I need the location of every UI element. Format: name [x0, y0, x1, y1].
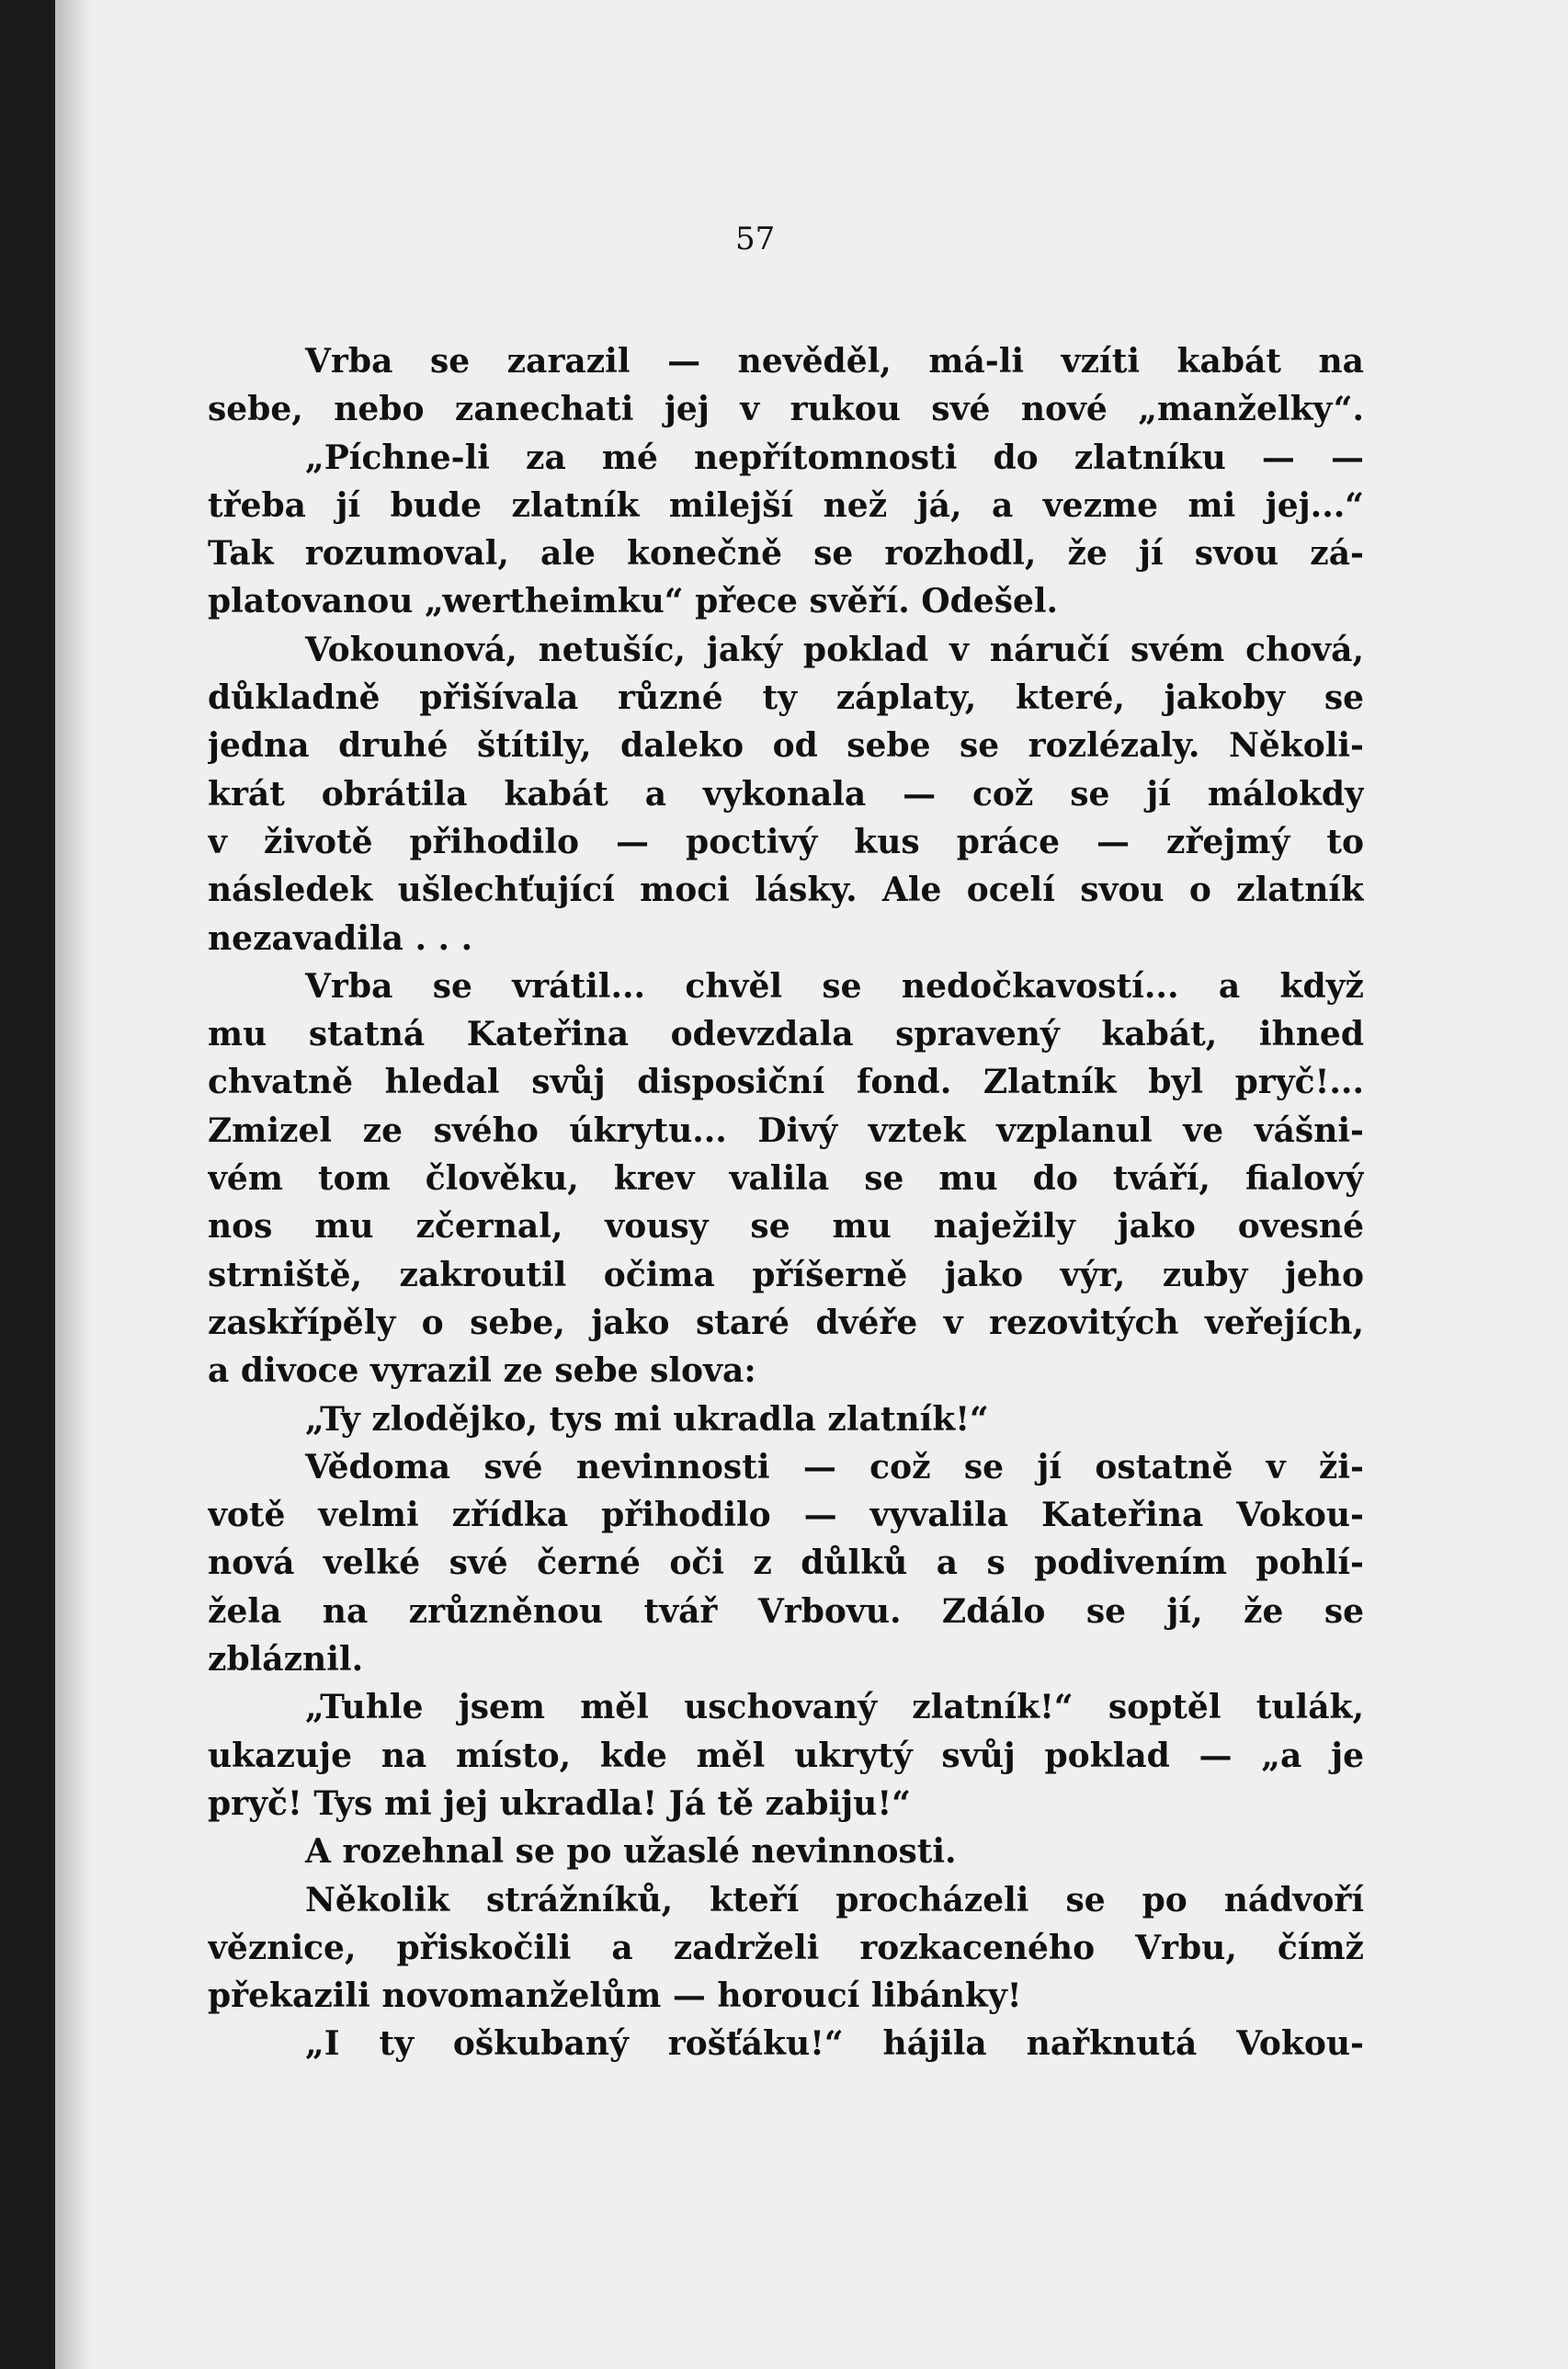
text-line: pryč! Tys mi jej ukradla! Já tě zabiju!“	[208, 1783, 911, 1823]
text-line: Tak rozumoval, ale konečně se rozhodl, že jí svou zá-	[208, 534, 1364, 574]
text-line: ukazuje na místo, kde měl ukrytý svůj poklad — „a je	[208, 1736, 1364, 1775]
text-line: překazili novomanželům — horoucí libánky!	[208, 1976, 1022, 2016]
text-line: votě velmi zřídka přihodilo — vyvalila Kateřina Vokou-	[208, 1496, 1364, 1535]
text-line: sebe, nebo zanechati jej v rukou své nové „manželky“.	[208, 390, 1364, 429]
text-line: věznice, přiskočili a zadrželi rozkaceného Vrbu, čímž	[208, 1928, 1364, 1967]
text-line: Několik strážníků, kteří procházeli se po nádvoří	[305, 1880, 1364, 1919]
text-line: zaskřípěly o sebe, jako staré dvéře v rezovitých veřejích,	[208, 1303, 1364, 1342]
text-line: Vrba se zarazil — nevěděl, má-li vzíti kabát na	[305, 342, 1364, 381]
text-line: nová velké své černé oči z důlků a s podivením pohlí-	[208, 1543, 1364, 1583]
text-line: „Tuhle jsem měl uschovaný zlatník!“ soptěl tulák,	[305, 1688, 1364, 1727]
text-line: strniště, zakroutil očima příšerně jako výr, zuby jeho	[208, 1255, 1364, 1294]
text-line: „I ty oškubaný rošťáku!“ hájila nařknutá Vokou-	[305, 2024, 1364, 2064]
text-line: Vrba se vrátil... chvěl se nedočkavostí... a když	[305, 966, 1364, 1006]
text-line: Zmizel ze svého úkrytu... Divý vztek vzplanul ve vášni-	[208, 1110, 1364, 1150]
text-line: jedna druhé štítily, daleko od sebe se rozlézaly. Několi-	[208, 726, 1364, 766]
gutter-shadow	[55, 0, 92, 2369]
text-line: Vokounová, netušíc, jaký poklad v náručí svém chová,	[305, 630, 1364, 669]
text-line: důkladně přišívala různé ty záplaty, které, jakoby se	[208, 678, 1364, 718]
text-line: vém tom člověku, krev valila se mu do tváří, fialový	[208, 1159, 1364, 1199]
text-line: žela na zrůzněnou tvář Vrbovu. Zdálo se jí, že se	[208, 1591, 1364, 1631]
text-line: a divoce vyrazil ze sebe slova:	[208, 1351, 756, 1391]
text-line: chvatně hledal svůj disposiční fond. Zlatník byl pryč!...	[208, 1063, 1364, 1102]
text-line: zbláznil.	[208, 1640, 364, 1680]
text-line: krát obrátila kabát a vykonala — což se jí málokdy	[208, 774, 1364, 814]
text-line: následek ušlechťující moci lásky. Ale ocelí svou o zlatník	[208, 871, 1364, 910]
book-page	[55, 0, 1568, 2369]
text-line: v životě přihodilo — poctivý kus práce — zřejmý to	[208, 822, 1364, 861]
text-line: mu statná Kateřina odevzdala spravený kabát, ihned	[208, 1015, 1364, 1054]
text-line: A rozehnal se po užaslé nevinnosti.	[305, 1832, 957, 1872]
text-line: třeba jí bude zlatník milejší než já, a vezme mi jej...“	[208, 485, 1364, 525]
body-text	[208, 337, 1364, 2068]
text-line: nos mu zčernal, vousy se mu naježily jako ovesné	[208, 1207, 1364, 1247]
text-line: platovanou „wertheimku“ přece svěří. Odešel.	[208, 582, 1059, 621]
page-number: 57	[735, 221, 776, 257]
text-line: „Ty zlodějko, tys mi ukradla zlatník!“	[305, 1399, 989, 1439]
text-line: „Píchne-li za mé nepřítomnosti do zlatníku — —	[305, 438, 1364, 477]
text-line: Vědoma své nevinnosti — což se jí ostatně v ži-	[305, 1447, 1364, 1486]
text-line: nezavadila . . .	[208, 918, 473, 958]
